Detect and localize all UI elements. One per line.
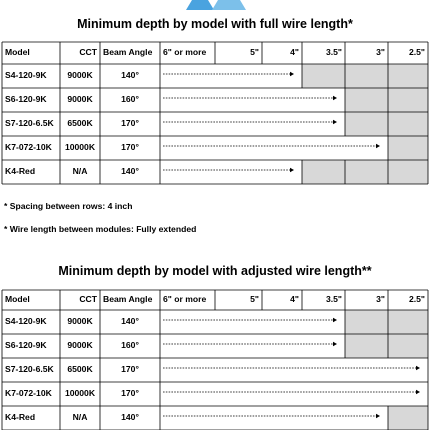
table1-shaded-cell (388, 88, 428, 112)
table2-depth-arrow (163, 342, 337, 346)
table1-shaded-cell (345, 88, 388, 112)
table1-cct-cell: 6500K (67, 118, 93, 128)
table1-header-cell: 6" or more (163, 47, 207, 57)
table2-cct-cell: 9000K (67, 316, 93, 326)
table1-depth-arrow (163, 72, 294, 76)
table1-cct-cell: 10000K (64, 142, 96, 152)
table2-cct-cell: 10000K (64, 388, 96, 398)
table2-beam-cell: 140° (121, 412, 139, 422)
table2-beam-cell: 170° (121, 388, 139, 398)
table1-cct-cell: N/A (72, 166, 88, 176)
table1-model-cell: S4-120-9K (5, 70, 47, 80)
table2-beam-cell: 170° (121, 364, 139, 374)
table1-header-cell: CCT (79, 47, 97, 57)
table2-model-cell: S6-120-9K (5, 340, 47, 350)
note-spacing: * Spacing between rows: 4 inch (4, 201, 133, 211)
table2-depth-arrow (163, 414, 380, 418)
table1-cct-cell: 9000K (67, 70, 93, 80)
table1-shaded-cell (302, 160, 345, 184)
table2-depth-arrow (163, 318, 337, 322)
table2-model-cell: K7-072-10K (5, 388, 52, 398)
table2-header-cell: 4" (290, 294, 299, 304)
table2-beam-cell: 160° (121, 340, 139, 350)
table1-shaded-cell (302, 64, 345, 88)
table2-header-cell: 5" (250, 294, 259, 304)
table1-depth-arrow (163, 144, 380, 148)
table2-cct-cell: 9000K (67, 340, 93, 350)
table1-model-cell: S7-120-6.5K (5, 118, 54, 128)
table1-beam-cell: 160° (121, 94, 139, 104)
table1-shaded-cell (345, 112, 388, 136)
table2-model-cell: S4-120-9K (5, 316, 47, 326)
table1-header-cell: Model (5, 47, 30, 57)
table-1-title: Minimum depth by model with full wire length* (77, 17, 353, 31)
table-2-title: Minimum depth by model with adjusted wire length** (58, 264, 372, 278)
table2-depth-arrow (163, 366, 420, 370)
table1-depth-arrow (163, 168, 294, 172)
table2-shaded-cell (345, 334, 388, 358)
table1-depth-arrow (163, 120, 337, 124)
table2-shaded-cell (388, 334, 428, 358)
table1-shaded-cell (388, 64, 428, 88)
table1-beam-cell: 140° (121, 166, 139, 176)
table2-cct-cell: 6500K (67, 364, 93, 374)
table1-model-cell: K4-Red (5, 166, 36, 176)
table1-model-cell: S6-120-9K (5, 94, 47, 104)
table1-beam-cell: 140° (121, 70, 139, 80)
table1-model-cell: K7-072-10K (5, 142, 52, 152)
table1-header-cell: 4" (290, 47, 299, 57)
table1-depth-arrow (163, 96, 337, 100)
note-wire-length: * Wire length between modules: Fully extended (4, 224, 197, 234)
table2-header-cell: Beam Angle (103, 294, 153, 304)
table1-beam-cell: 170° (121, 118, 139, 128)
table1-shaded-cell (345, 160, 388, 184)
table2-model-cell: K4-Red (5, 412, 36, 422)
table1-header-cell: Beam Angle (103, 47, 153, 57)
table1-header-cell: 5" (250, 47, 259, 57)
table1-shaded-cell (388, 160, 428, 184)
table1-shaded-cell (345, 64, 388, 88)
table2-header-cell: 3.5" (325, 294, 342, 304)
table1-shaded-cell (388, 136, 428, 160)
table1-beam-cell: 170° (121, 142, 139, 152)
table2-cct-cell: N/A (72, 412, 88, 422)
table1-header-cell: 3.5" (325, 47, 342, 57)
table2-shaded-cell (388, 406, 428, 430)
table1-header-cell: 3" (376, 47, 385, 57)
table2-header-cell: CCT (79, 294, 97, 304)
table2-beam-cell: 140° (121, 316, 139, 326)
table1-shaded-cell (388, 112, 428, 136)
table2-header-cell: 3" (376, 294, 385, 304)
table2-header-cell: 2.5" (408, 294, 425, 304)
table1-header-cell: 2.5" (408, 47, 425, 57)
table2-header-cell: Model (5, 294, 30, 304)
table1-cct-cell: 9000K (67, 94, 93, 104)
table2-shaded-cell (345, 310, 388, 334)
table2-depth-arrow (163, 390, 420, 394)
table2-shaded-cell (388, 310, 428, 334)
table2-model-cell: S7-120-6.5K (5, 364, 54, 374)
table2-header-cell: 6" or more (163, 294, 207, 304)
